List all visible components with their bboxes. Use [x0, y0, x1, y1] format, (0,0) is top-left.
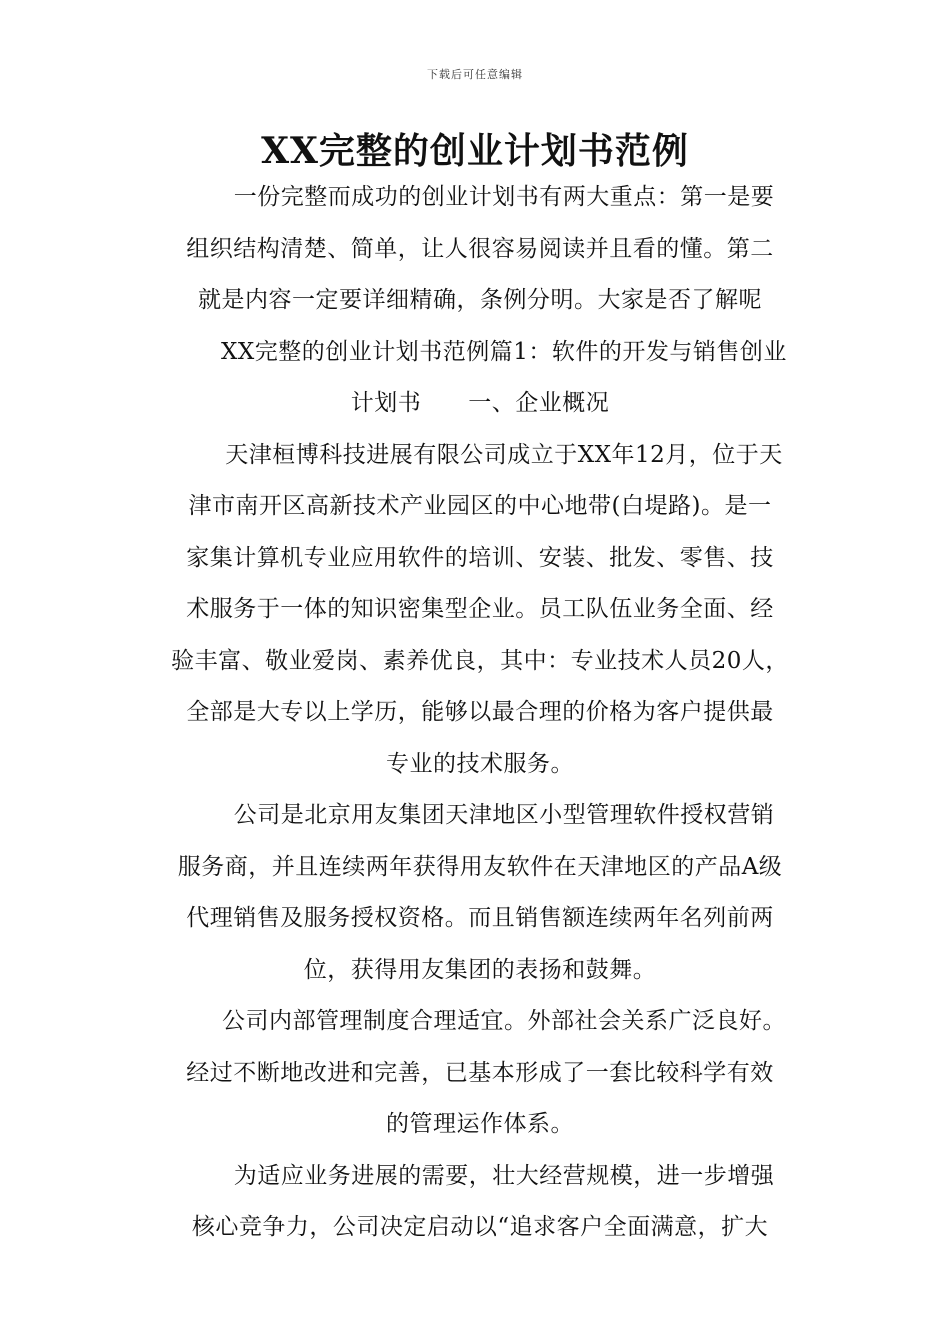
body-line: 就是内容一定要详细精确，条例分明。大家是否了解呢	[198, 287, 762, 313]
body-line: 公司内部管理制度合理适宜。外部社会关系广泛良好。	[222, 1008, 786, 1034]
body-line: 家集计算机专业应用软件的培训、安装、批发、零售、技	[186, 544, 774, 571]
body-line: 全部是大专以上学历，能够以最合理的价格为客户提供最	[186, 699, 774, 725]
document-body	[140, 172, 820, 1254]
body-line: 验丰富、敬业爱岗、素养优良，其中：专业技术人员20人，	[171, 647, 789, 674]
body-line: XX完整的创业计划书范例篇1：软件的开发与销售创业	[221, 338, 787, 365]
body-line: 的管理运作体系。	[386, 1111, 574, 1137]
body-line: 天津桓博科技进展有限公司成立于XX年12月，位于天	[225, 441, 783, 468]
page-header: 下载后可任意编辑	[427, 68, 523, 81]
body-line: 一份完整而成功的创业计划书有两大重点：第一是要	[233, 184, 775, 210]
body-line: 位，获得用友集团的表扬和鼓舞。	[303, 956, 657, 983]
body-line: 组织结构清楚、简单，让人很容易阅读并且看的懂。第二	[186, 235, 774, 262]
body-line: 术服务于一体的知识密集型企业。员工队伍业务全面、经	[186, 596, 774, 622]
body-line: 代理销售及服务授权资格。而且销售额连续两年名列前两	[186, 905, 774, 931]
body-line: 为适应业务进展的需要，壮大经营规模，进一步增强	[233, 1162, 775, 1189]
body-line: 专业的技术服务。	[386, 750, 574, 777]
body-line: 计划书 一、企业概况	[350, 390, 610, 416]
body-line: 服务商，并且连续两年获得用友软件在天津地区的产品A级	[177, 853, 783, 880]
body-line: 公司是北京用友集团天津地区小型管理软件授权营销	[233, 802, 775, 828]
body-line: 津市南开区高新技术产业园区的中心地带(白堤路)。是一	[188, 493, 772, 519]
document-title: XX完整的创业计划书范例	[261, 130, 689, 172]
body-line: 经过不断地改进和完善，已基本形成了一套比较科学有效	[186, 1059, 774, 1086]
body-line: 核心竞争力，公司决定启动以“追求客户全面满意，扩大	[191, 1214, 769, 1240]
